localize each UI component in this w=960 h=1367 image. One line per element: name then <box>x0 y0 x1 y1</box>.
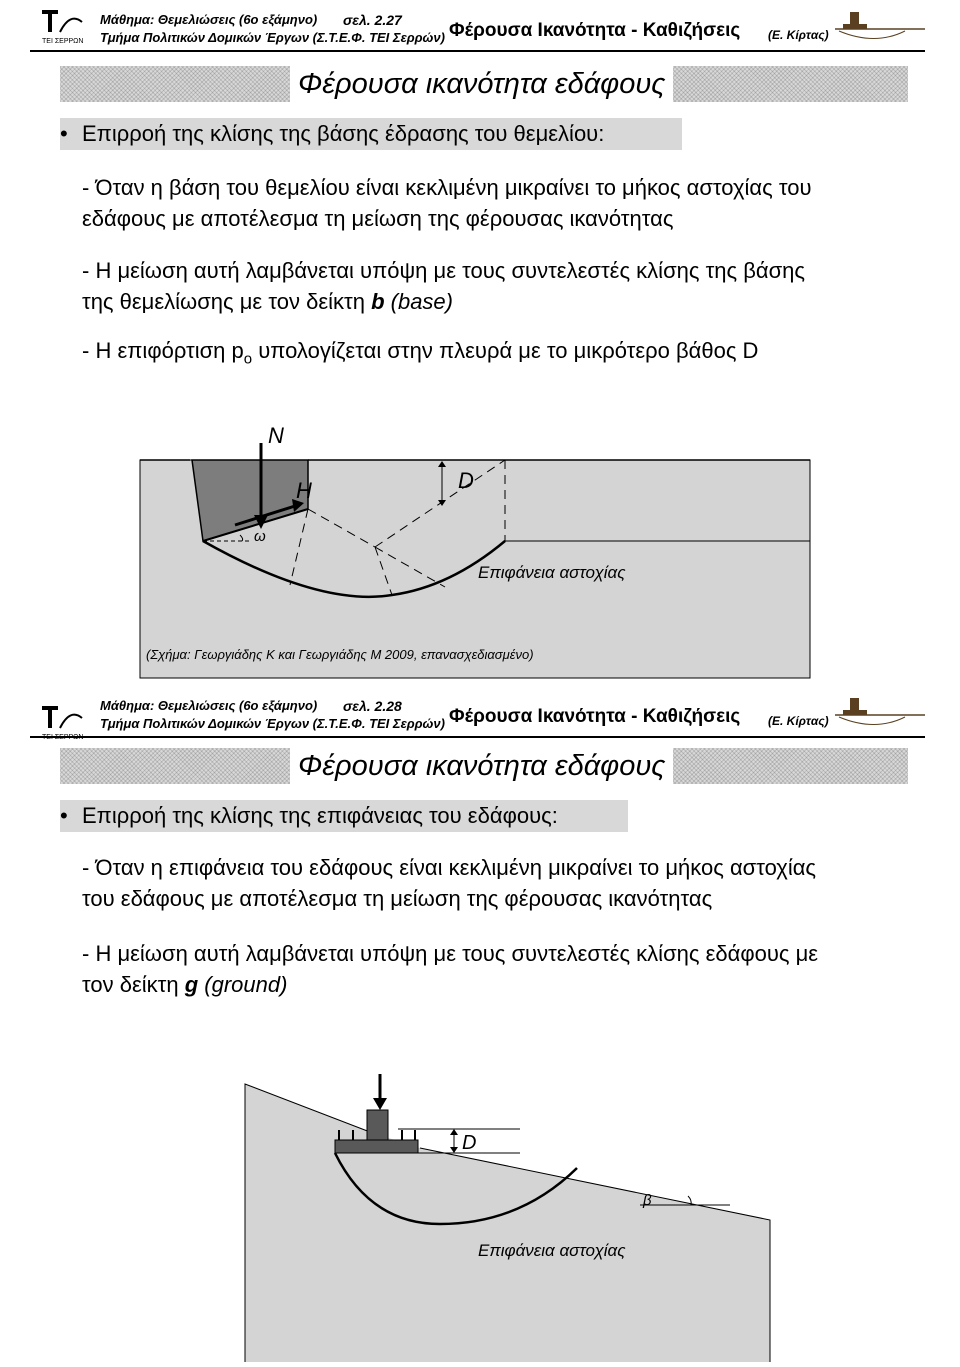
text-fragment: της θεμελίωσης με τον δείκτη <box>82 289 372 314</box>
figure-caption: (Σχήμα: Γεωργιάδης Κ και Γεωργιάδης Μ 2009, επανασχεδιασμένο) <box>146 647 534 662</box>
tei-serres-logo-icon <box>40 8 84 46</box>
foundation-sketch-icon <box>835 10 925 50</box>
paragraph-line: του εδάφους με αποτέλεσμα τη μείωση της φέρουσας ικανότητας <box>82 886 713 911</box>
paragraph-line: - Η μείωση αυτή λαμβάνεται υπόψη με τους συντελεστές κλίσης εδάφους με <box>82 941 819 966</box>
paragraph-1 <box>82 852 816 914</box>
text-fragment: (ground) <box>198 972 288 997</box>
paragraph-2 <box>82 255 805 317</box>
paragraph-3 <box>82 335 758 374</box>
page-number: σελ. 2.28 <box>343 698 402 714</box>
paragraph-2 <box>82 938 818 1000</box>
paragraph-1 <box>82 172 811 234</box>
paragraph-line: - Η μείωση αυτή λαμβάνεται υπόψη με τους συντελεστές κλίσης της βάσης <box>82 258 806 283</box>
arrow-head <box>450 1147 458 1153</box>
index-b: b <box>371 289 385 314</box>
paragraph-line <box>82 969 818 1000</box>
header-topic: Φέρουσα Ικανότητα - Καθιζήσεις <box>449 706 741 727</box>
department-name: Τμήμα Πολιτικών Δομικών Έργων (Σ.Τ.Ε.Φ. ΤΕΙ Σερρών) <box>100 716 445 731</box>
label-d: D <box>462 1132 477 1154</box>
inclined-base-figure <box>130 415 830 680</box>
slide-2-27 <box>0 0 960 683</box>
sky-area <box>130 415 830 459</box>
slope-soil <box>245 1084 770 1362</box>
paragraph-line: - Όταν η βάση του θεμελίου είναι κεκλιμένη μικραίνει το μήκος αστοχίας του <box>82 175 812 200</box>
header-rule <box>30 50 925 52</box>
header-topic: Φέρουσα Ικανότητα - Καθιζήσεις <box>449 20 741 41</box>
svg-text:ΤΕΙ ΣΕΡΡΩΝ: ΤΕΙ ΣΕΡΡΩΝ <box>42 38 84 45</box>
arrow-head <box>373 1098 387 1110</box>
text-fragment: υπολογίζεται στην πλευρά με το μικρότερο βάθος D <box>252 338 759 363</box>
bullet-text: Επιρροή της κλίσης της επιφάνειας του εδάφους: <box>82 803 558 828</box>
course-name: Μάθημα: Θεμελιώσεις (6ο εξάμηνο) <box>100 698 318 713</box>
header-rule <box>30 736 925 738</box>
text-fragment: (base) <box>384 289 453 314</box>
paragraph-line: - Όταν η επιφάνεια του εδάφους είναι κεκλιμένη μικραίνει το μήκος αστοχίας <box>82 855 817 880</box>
bullet-heading <box>60 118 682 150</box>
subscript-o: o <box>243 350 253 368</box>
slide-2-28 <box>0 684 960 1367</box>
label-h: H <box>296 478 312 503</box>
course-name: Μάθημα: Θεμελιώσεις (6ο εξάμηνο) <box>100 12 318 27</box>
label-omega: ω <box>254 528 266 545</box>
paragraph-line: εδάφους με αποτέλεσμα τη μείωση της φέρουσας ικανότητας <box>82 206 674 231</box>
foundation-sketch-icon <box>835 696 925 736</box>
bullet-text: Επιρροή της κλίσης της βάσης έδρασης του θεμελίου: <box>82 121 605 146</box>
label-n: N <box>268 423 284 448</box>
arrow-head <box>450 1129 458 1135</box>
slide-title: Φέρουσα ικανότητα εδάφους <box>290 66 673 102</box>
label-failure-surface: Επιφάνεια αστοχίας <box>478 563 626 582</box>
text-fragment: τον δείκτη <box>82 972 185 997</box>
department-name: Τμήμα Πολιτικών Δομικών Έργων (Σ.Τ.Ε.Φ. ΤΕΙ Σερρών) <box>100 30 445 45</box>
label-d: D <box>458 468 474 493</box>
index-g: g <box>184 972 199 997</box>
paragraph-line <box>82 286 805 317</box>
label-failure-surface: Επιφάνεια αστοχίας <box>478 1241 626 1260</box>
page-number: σελ. 2.27 <box>343 12 402 28</box>
bullet-dot-icon: • <box>60 121 68 146</box>
text-fragment: - Η επιφόρτιση p <box>82 338 244 363</box>
footing-base <box>335 1140 418 1153</box>
footing-column <box>367 1110 388 1140</box>
sloping-ground-figure <box>240 1074 800 1364</box>
header-author: (Ε. Κίρτας) <box>768 28 829 42</box>
slide-title: Φέρουσα ικανότητα εδάφους <box>290 748 673 784</box>
header-author: (Ε. Κίρτας) <box>768 714 829 728</box>
bullet-heading <box>60 800 628 832</box>
bullet-dot-icon: • <box>60 803 68 828</box>
label-beta: β <box>643 1192 652 1209</box>
